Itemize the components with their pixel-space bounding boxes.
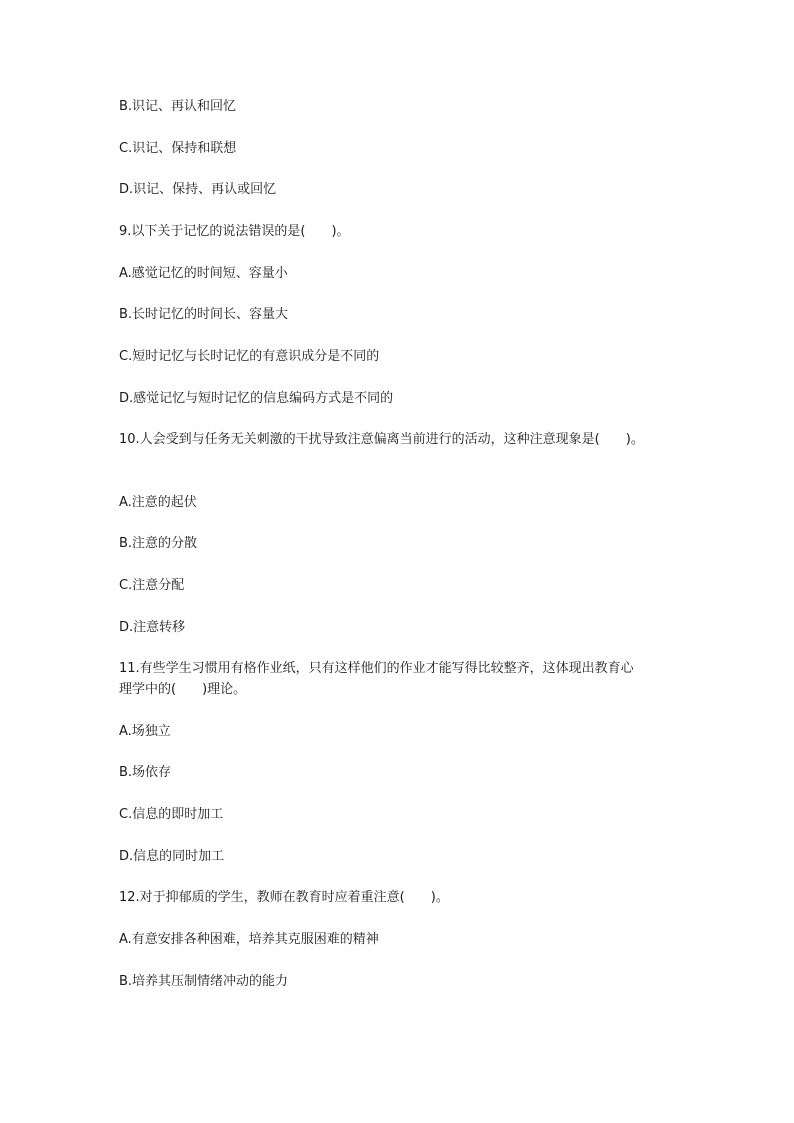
q8-option-c: C.识记、保持和联想 — [119, 141, 237, 156]
q12-option-a: A.有意安排各种困难，培养其克服困难的精神 — [119, 932, 379, 947]
q9-option-d: D.感觉记忆与短时记忆的信息编码方式是不同的 — [119, 391, 394, 406]
q8-option-d: D.识记、保持、再认或回忆 — [119, 182, 277, 197]
q10-stem: 10.人会受到与任务无关刺激的干扰导致注意偏离当前进行的活动，这种注意现象是( )。 — [119, 432, 644, 447]
q10-option-b: B.注意的分散 — [119, 536, 198, 551]
q11-stem-line2: 理学中的( )理论。 — [119, 682, 247, 697]
q12-stem: 12.对于抑郁质的学生，教师在教育时应着重注意( )。 — [119, 890, 449, 905]
q11-option-d: D.信息的同时加工 — [119, 849, 225, 864]
q10-option-d: D.注意转移 — [119, 620, 186, 635]
q11-option-c: C.信息的即时加工 — [119, 807, 224, 822]
q11-option-a: A.场独立 — [119, 724, 171, 739]
q8-option-b: B.识记、再认和回忆 — [119, 99, 237, 114]
q9-stem: 9.以下关于记忆的说法错误的是( )。 — [119, 224, 350, 239]
q9-option-b: B.长时记忆的时间长、容量大 — [119, 307, 289, 322]
q9-option-a: A.感觉记忆的时间短、容量小 — [119, 266, 288, 281]
q10-option-c: C.注意分配 — [119, 578, 185, 593]
q11-stem-line1: 11.有些学生习惯用有格作业纸，只有这样他们的作业才能写得比较整齐，这体现出教育心 — [119, 661, 634, 676]
q9-option-c: C.短时记忆与长时记忆的有意识成分是不同的 — [119, 349, 380, 364]
q12-option-b: B.培养其压制情绪冲动的能力 — [119, 974, 289, 989]
q11-option-b: B.场依存 — [119, 765, 172, 780]
q10-option-a: A.注意的起伏 — [119, 495, 197, 510]
